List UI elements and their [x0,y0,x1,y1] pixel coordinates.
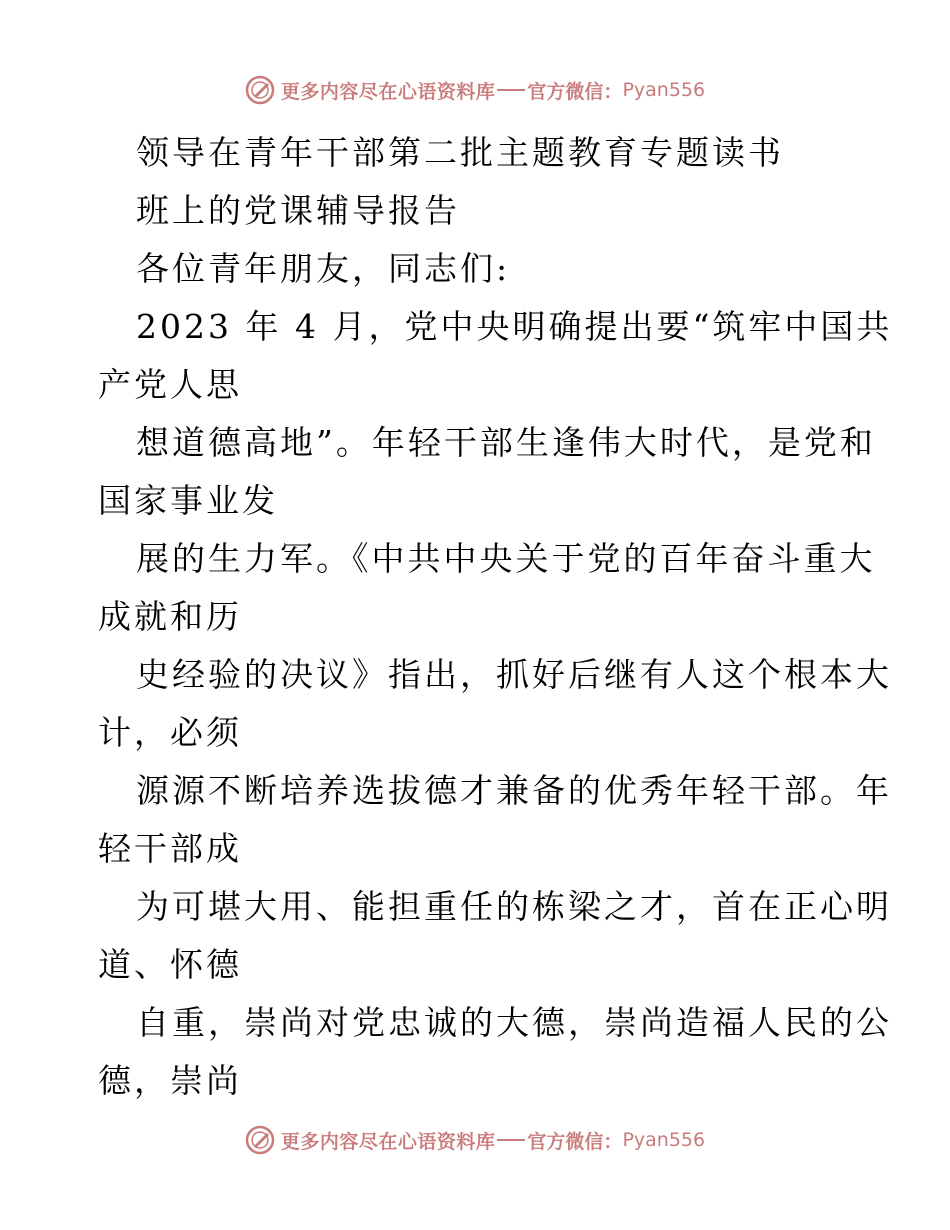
text-line: 源源不断培养选拔德才兼备的优秀年轻干部。年 [136,771,892,810]
text-line: 史经验的决议》指出，抓好后继有人这个根本大 [136,655,892,694]
banner-site-text: 更多内容尽在心语资料库 [280,80,496,103]
text-line: 计，必须 [98,713,242,752]
text-line: 德，崇尚 [98,1061,242,1100]
text-line: 各位青年朋友，同志们: [136,249,511,288]
text-line: 班上的党课辅导报告 [136,191,460,230]
text-line: 为可堪大用、能担重任的栋梁之才，首在正心明 [136,887,892,926]
text-line: 2023 年 4 月，党中央明确提出要“筑牢中国共 [136,307,893,346]
quill-logo-icon [245,1125,275,1155]
header-watermark-banner [0,72,950,108]
text-line: 想道德高地”。年轻干部生逢伟大时代，是党和 [136,423,876,462]
text-line: 领导在青年干部第二批主题教育专题读书 [136,133,784,172]
banner-site-text: 更多内容尽在心语资料库 [280,1130,496,1153]
document-body [98,124,893,1110]
text-line: 自重，崇尚对党忠诚的大德，崇尚造福人民的公 [136,1003,892,1042]
quill-logo-icon [245,75,275,105]
footer-watermark-banner [0,1122,950,1158]
banner-wechat-label: 官方微信： [527,80,623,103]
text-line: 展的生力军。《中共中央关于党的百年奋斗重大 [136,539,876,578]
text-line: 道、怀德 [98,945,242,984]
text-line: 产党人思 [98,365,242,404]
text-line: 国家事业发 [98,481,278,520]
banner-dash [497,89,525,91]
banner-dash [497,1139,525,1141]
text-line: 轻干部成 [98,829,242,868]
banner-wechat-id: Pyan556 [622,79,706,101]
banner-wechat-label: 官方微信： [527,1130,623,1153]
banner-wechat-id: Pyan556 [622,1129,706,1151]
text-line: 成就和历 [98,597,242,636]
